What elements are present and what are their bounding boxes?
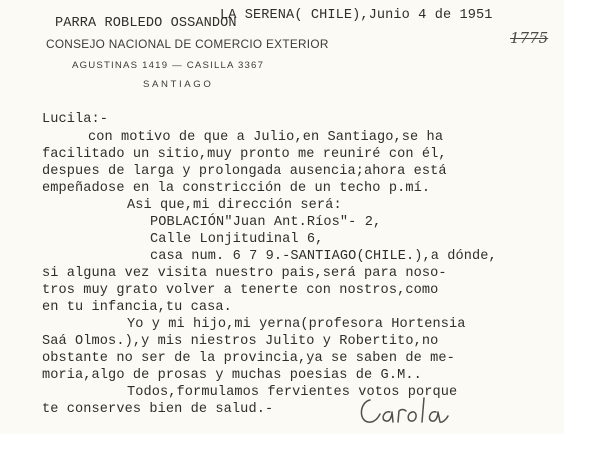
dateline: LA SERENA( CHILE),Junio 4 de 1951 [220,8,493,23]
archive-number: 1775 [510,29,549,47]
body-line: facilitado un sitio,muy pronto me reuniré con él, [42,147,447,162]
body-line: Asi que,mi dirección será: [127,198,342,213]
handwritten-signature [356,392,452,432]
body-line: moria,algo de prosas y muchas poesias de G.M.. [42,368,422,383]
body-line: POBLACIÓN"Juan Ant.Ríos"- 2, [150,215,382,230]
body-line: despues de larga y prolongada ausencia;ahora está [42,164,447,179]
salutation: Lucila:- [42,112,109,127]
body-line: te conserves bien de salud.- [42,402,274,417]
organization-name: CONSEJO NACIONAL DE COMERCIO EXTERIOR [46,37,329,51]
body-line: Saá Olmos.),y mis niestros Julito y Robertito,no [42,334,439,349]
body-line: Yo y mi hijo,mi yerna(profesora Hortensia [127,317,466,332]
body-line: obstante no ser de la provincia,ya se saben de me- [42,351,455,366]
body-line: empeñadose en la constricción de un techo p.mí. [42,181,431,196]
body-line: con motivo de que a Julio,en Santiago,se ha [88,130,444,145]
body-line: casa num. 6 7 9.-SANTIAGO(CHILE.),a dónde, [150,249,497,264]
body-line: si alguna vez visita nuestro pais,será para noso- [42,266,447,281]
scan-margin-bottom [0,434,600,454]
body-line: Todos,formulamos fervientes votos porque [127,385,458,400]
body-line: Calle Lonjitudinal 6, [150,232,324,247]
organization-city: SANTIAGO [143,79,214,90]
scan-margin-right [564,0,600,454]
organization-address: AGUSTINAS 1419 — CASILLA 3367 [72,60,265,71]
sender-name: PARRA ROBLEDO OSSANDON [55,16,237,31]
body-line: en tu infancia,tu casa. [42,300,232,315]
body-line: tros muy grato volver a tenerte con nostros,como [42,283,439,298]
